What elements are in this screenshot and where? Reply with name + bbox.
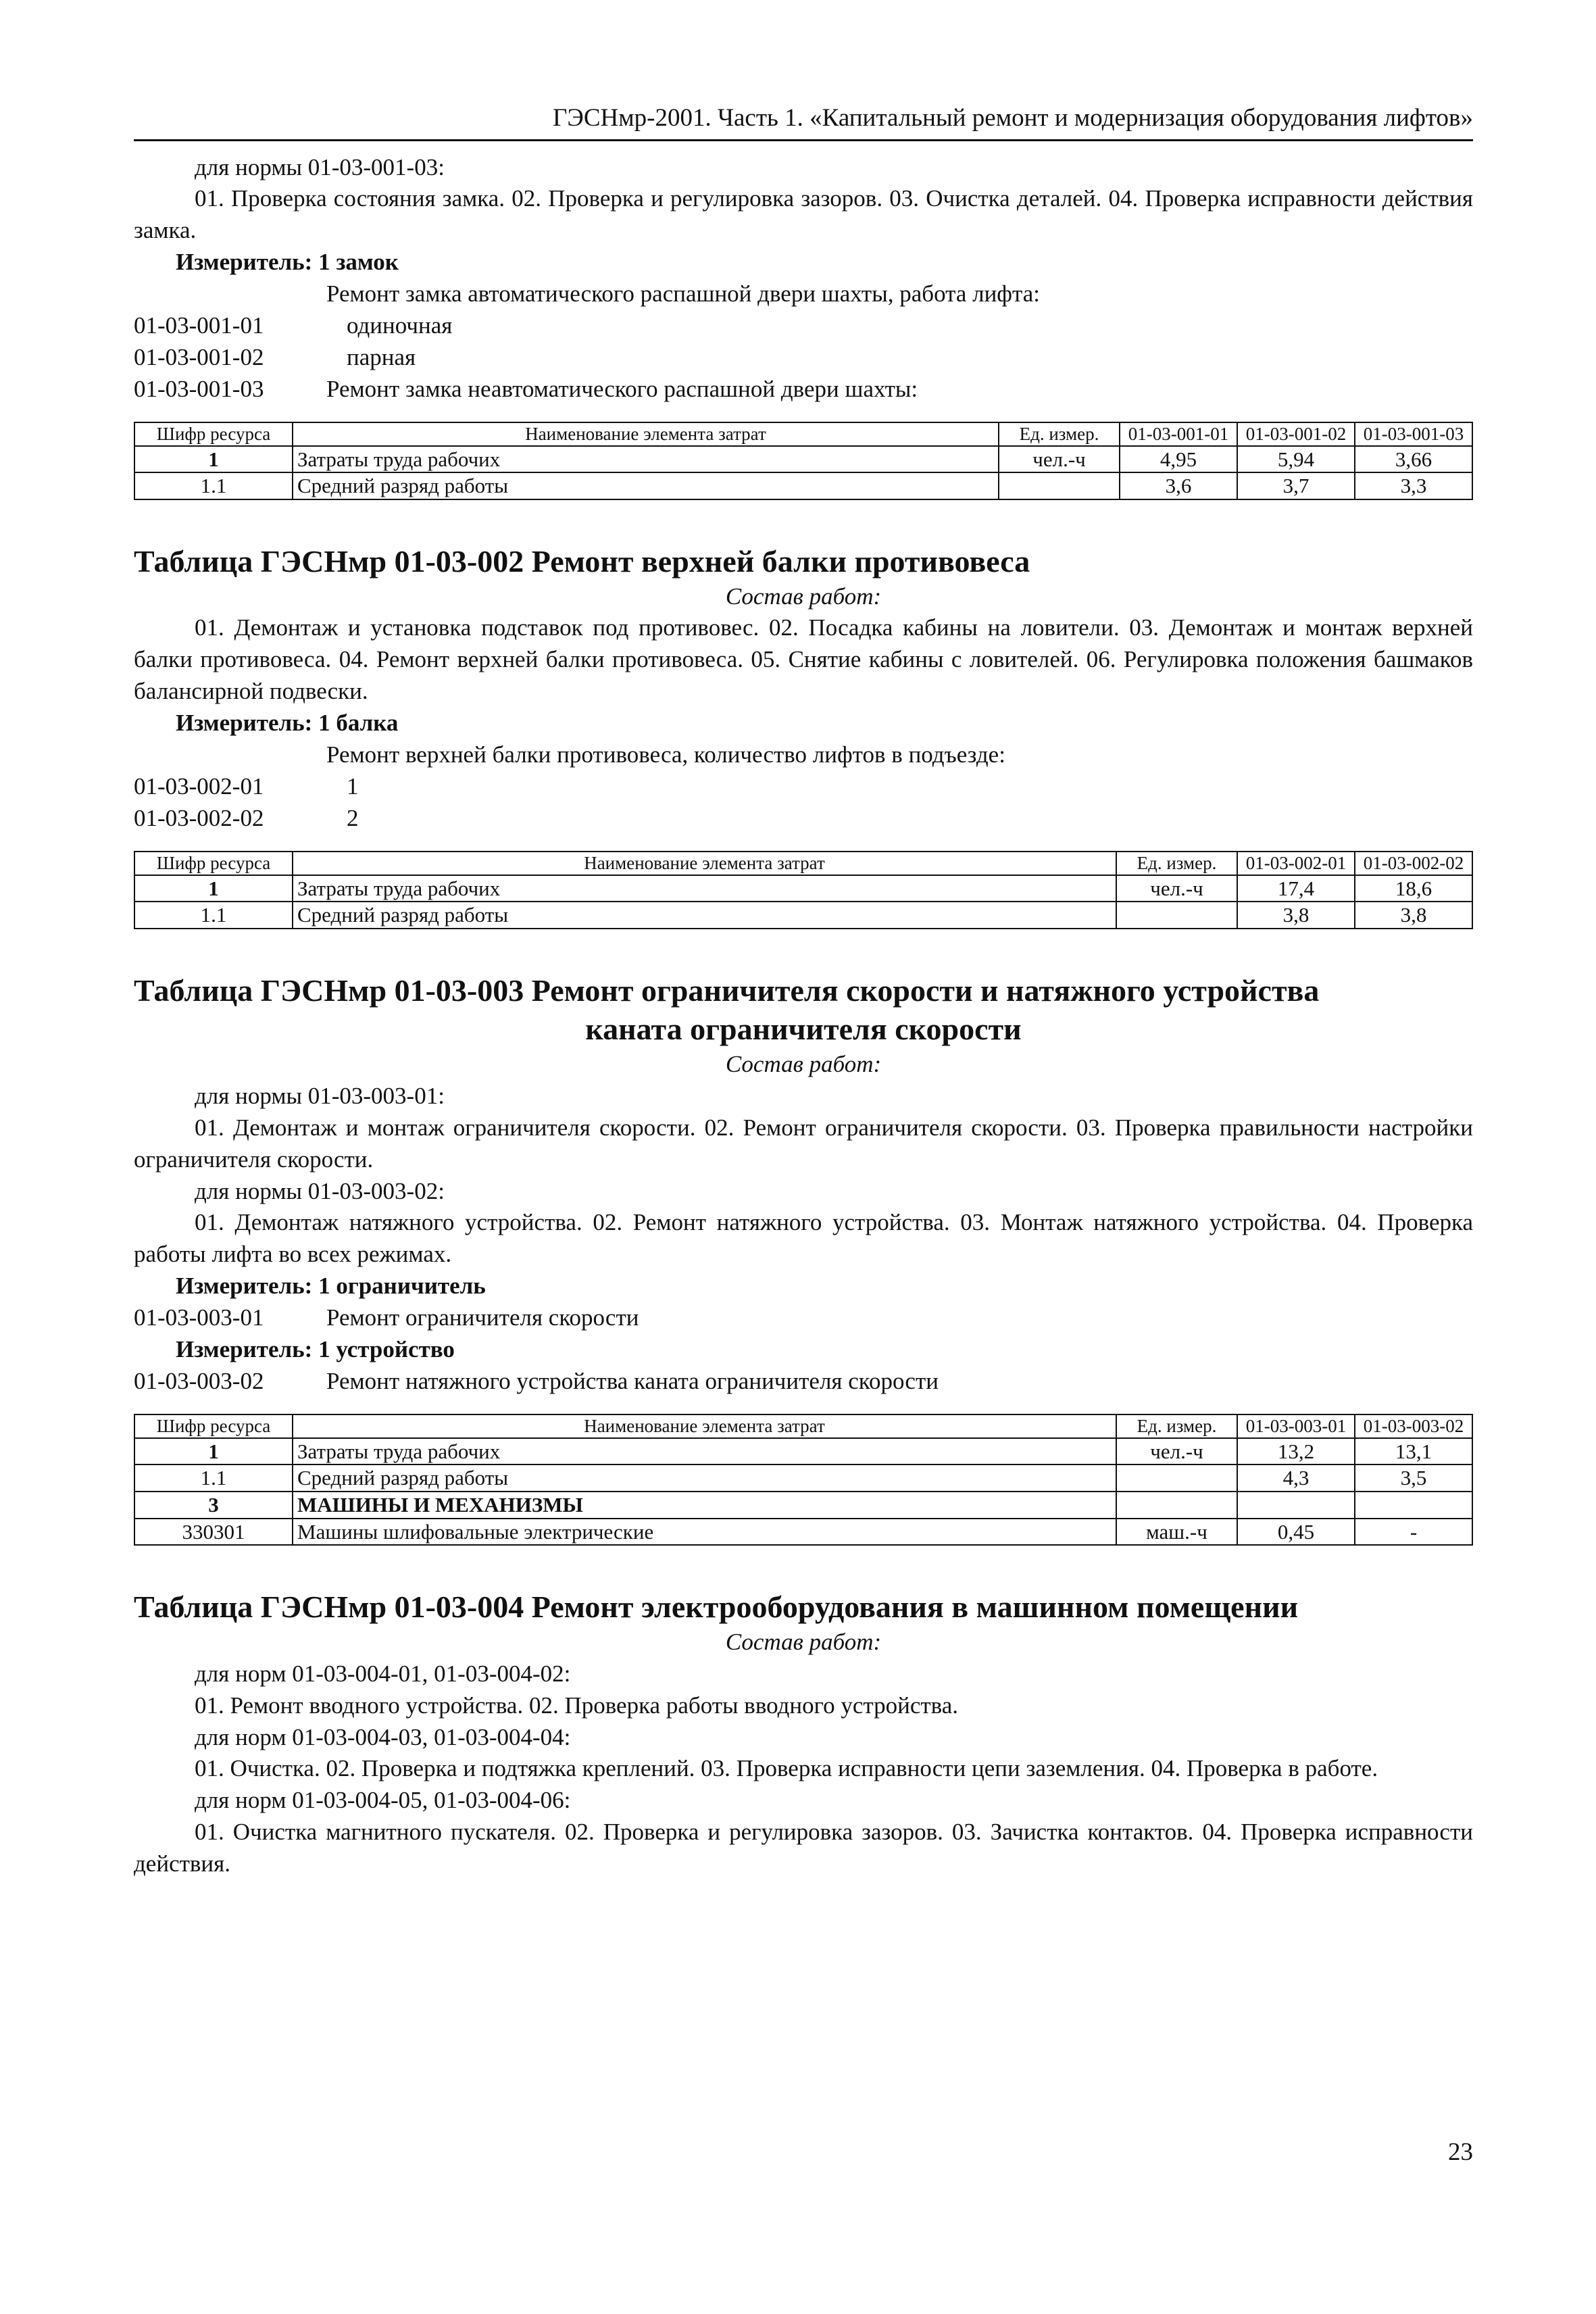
table-row (134, 1438, 1472, 1465)
for-norm-label: для нормы 01-03-001-03: (195, 153, 445, 180)
cell-code: 1 (134, 1438, 293, 1465)
works-text: 01. Демонтаж натяжного устройства. 02. Ремонт натяжного устройства. 03. Монтаж натяжного устройства. 04. Проверка работы лифта во всех режимах. (134, 1209, 1473, 1268)
section-title: Таблица ГЭСНмр 01-03-003 Ремонт ограничителя скорости и натяжного устройства (134, 973, 1320, 1008)
cell-value: 13,1 (1355, 1438, 1472, 1465)
norm-text: 1 (347, 772, 359, 799)
norm-code: 01-03-001-02 (134, 343, 264, 370)
for-norm-label: для норм 01-03-004-05, 01-03-004-06: (195, 1787, 571, 1814)
works-text: 01. Очистка магнитного пускателя. 02. Проверка и регулировка зазоров. 03. Зачистка контактов. 04. Проверка исправности действия. (134, 1819, 1473, 1877)
measure-label: Измеритель: 1 ограничитель (176, 1273, 486, 1300)
cell-value: - (1355, 1519, 1472, 1546)
col-header-code: Шифр ресурса (134, 852, 293, 875)
works-text: 01. Демонтаж и монтаж ограничителя скорости. 02. Ремонт ограничителя скорости. 03. Проверка правильности настройки ограничителя скорости. (134, 1114, 1473, 1173)
cell-name: Средний разряд работы (293, 472, 999, 499)
cell-code: 1.1 (134, 472, 293, 499)
cell-unit: чел.-ч (1116, 1438, 1237, 1465)
col-header-norm: 01-03-001-03 (1355, 422, 1472, 446)
norm-code-line (134, 342, 1473, 374)
cell-code: 1 (134, 446, 293, 473)
cell-unit: чел.-ч (999, 446, 1120, 473)
composition-label: Состав работ: (725, 1628, 882, 1655)
norm-intro: Ремонт верхней балки противовеса, количество лифтов в подъезде: (326, 741, 1005, 768)
cell-value: 3,5 (1355, 1464, 1472, 1492)
cell-code: 1.1 (134, 1464, 293, 1492)
cell-code: 330301 (134, 1519, 293, 1546)
cell-code: 3 (134, 1492, 293, 1519)
composition-label: Состав работ: (725, 583, 882, 610)
cell-value: 17,4 (1237, 875, 1355, 902)
norm-code: 01-03-001-03 (134, 375, 264, 402)
cell-value: 3,8 (1237, 902, 1355, 929)
resource-table (134, 851, 1473, 929)
composition-label: Состав работ: (725, 1050, 882, 1077)
table-row (134, 1492, 1472, 1519)
table-header-row (134, 422, 1472, 446)
norm-text: 2 (347, 804, 359, 831)
norm-code-line (134, 310, 1473, 342)
section-title: Таблица ГЭСНмр 01-03-002 Ремонт верхней балки противовеса (134, 544, 1030, 579)
col-header-name: Наименование элемента затрат (293, 422, 999, 446)
norm-text: Ремонт замка неавтоматического распашной двери шахты: (326, 375, 918, 402)
cell-unit (1116, 1492, 1237, 1519)
table-header-row (134, 852, 1472, 875)
col-header-norm: 01-03-003-02 (1355, 1414, 1472, 1438)
cell-unit (1116, 1464, 1237, 1492)
norm-code-line (134, 771, 1473, 803)
table-header-row (134, 1414, 1472, 1438)
cell-value: 18,6 (1355, 875, 1472, 902)
running-header: ГЭСНмр-2001. Часть 1. «Капитальный ремонт и модернизация оборудования лифтов» (134, 101, 1473, 141)
cell-code: 1.1 (134, 902, 293, 929)
document-page (134, 101, 1473, 1880)
norm-code-line (134, 374, 1473, 405)
measure-label: Измеритель: 1 балка (176, 710, 399, 737)
norm-code: 01-03-003-01 (134, 1304, 264, 1331)
norm-code-line (134, 1302, 1473, 1334)
col-header-code: Шифр ресурса (134, 422, 293, 446)
cell-value (1237, 1492, 1355, 1519)
norm-text: Ремонт натяжного устройства каната ограничителя скорости (326, 1367, 939, 1394)
cell-value: 4,95 (1120, 446, 1237, 473)
norm-code: 01-03-002-02 (134, 804, 264, 831)
col-header-norm: 01-03-002-01 (1237, 852, 1355, 875)
col-header-norm: 01-03-001-02 (1237, 422, 1355, 446)
table-row (134, 1464, 1472, 1492)
col-header-code: Шифр ресурса (134, 1414, 293, 1438)
for-norm-label: для нормы 01-03-003-01: (195, 1082, 445, 1109)
cell-value: 3,7 (1237, 472, 1355, 499)
for-norm-label: для норм 01-03-004-03, 01-03-004-04: (195, 1723, 571, 1750)
cell-name: Средний разряд работы (293, 902, 1116, 929)
col-header-name: Наименование элемента затрат (293, 1414, 1116, 1438)
norm-intro: Ремонт замка автоматического распашной двери шахты, работа лифта: (326, 280, 1040, 307)
cell-unit: маш.-ч (1116, 1519, 1237, 1546)
cell-name: Затраты труда рабочих (293, 1438, 1116, 1465)
for-norm-label: для норм 01-03-004-01, 01-03-004-02: (195, 1660, 571, 1687)
cell-unit: чел.-ч (1116, 875, 1237, 902)
page-number: 23 (1448, 2138, 1473, 2166)
table-row (134, 446, 1472, 473)
norm-code-line (134, 803, 1473, 835)
cell-name: Затраты труда рабочих (293, 875, 1116, 902)
measure-label: Измеритель: 1 устройство (176, 1336, 455, 1362)
cell-value: 3,8 (1355, 902, 1472, 929)
norm-text: одиночная (347, 312, 453, 339)
col-header-unit: Ед. измер. (1116, 1414, 1237, 1438)
works-text: 01. Очистка. 02. Проверка и подтяжка креплений. 03. Проверка исправности цепи заземления. 04. Проверка в работе. (195, 1755, 1378, 1782)
cell-value: 0,45 (1237, 1519, 1355, 1546)
cell-code: 1 (134, 875, 293, 902)
cell-value: 3,66 (1355, 446, 1472, 473)
cell-unit (1116, 902, 1237, 929)
section-title: Таблица ГЭСНмр 01-03-004 Ремонт электрооборудования в машинном помещении (134, 1590, 1299, 1625)
cell-value: 3,3 (1355, 472, 1472, 499)
cell-name: Средний разряд работы (293, 1464, 1116, 1492)
col-header-norm: 01-03-001-01 (1120, 422, 1237, 446)
table-row (134, 472, 1472, 499)
norm-code: 01-03-003-02 (134, 1367, 264, 1394)
norm-code: 01-03-001-01 (134, 312, 264, 339)
norm-code-line (134, 1366, 1473, 1398)
table-row (134, 902, 1472, 929)
cell-value: 5,94 (1237, 446, 1355, 473)
cell-value: 3,6 (1120, 472, 1237, 499)
cell-value: 13,2 (1237, 1438, 1355, 1465)
col-header-unit: Ед. измер. (1116, 852, 1237, 875)
works-text: 01. Ремонт вводного устройства. 02. Проверка работы вводного устройства. (195, 1692, 959, 1719)
norm-text: Ремонт ограничителя скорости (326, 1304, 639, 1331)
cell-value: 4,3 (1237, 1464, 1355, 1492)
col-header-norm: 01-03-002-02 (1355, 852, 1472, 875)
table-row (134, 875, 1472, 902)
col-header-unit: Ед. измер. (999, 422, 1120, 446)
for-norm-label: для нормы 01-03-003-02: (195, 1177, 445, 1204)
resource-table (134, 1414, 1473, 1546)
cell-name: Затраты труда рабочих (293, 446, 999, 473)
cell-name: МАШИНЫ И МЕХАНИЗМЫ (293, 1492, 1116, 1519)
norm-code: 01-03-002-01 (134, 772, 264, 799)
col-header-name: Наименование элемента затрат (293, 852, 1116, 875)
resource-table (134, 422, 1473, 500)
cell-value (1355, 1492, 1472, 1519)
cell-unit (999, 472, 1120, 499)
table-row (134, 1519, 1472, 1546)
measure-label: Измеритель: 1 замок (176, 249, 399, 276)
works-text: 01. Демонтаж и установка подставок под противовес. 02. Посадка кабины на ловители. 03. Демонтаж и монтаж верхней балки противовеса. 04. Ремонт верхней балки противовеса. 05. Снятие кабины с ловителей. 06. Регулировка положения башмаков балансирной подвески. (134, 614, 1473, 705)
norm-text: парная (347, 343, 416, 370)
col-header-norm: 01-03-003-01 (1237, 1414, 1355, 1438)
section-title-continued: каната ограничителя скорости (585, 1012, 1022, 1047)
works-text: 01. Проверка состояния замка. 02. Проверка и регулировка зазоров. 03. Очистка деталей. 04. Проверка исправности действия замка. (134, 185, 1473, 244)
cell-name: Машины шлифовальные электрические (293, 1519, 1116, 1546)
